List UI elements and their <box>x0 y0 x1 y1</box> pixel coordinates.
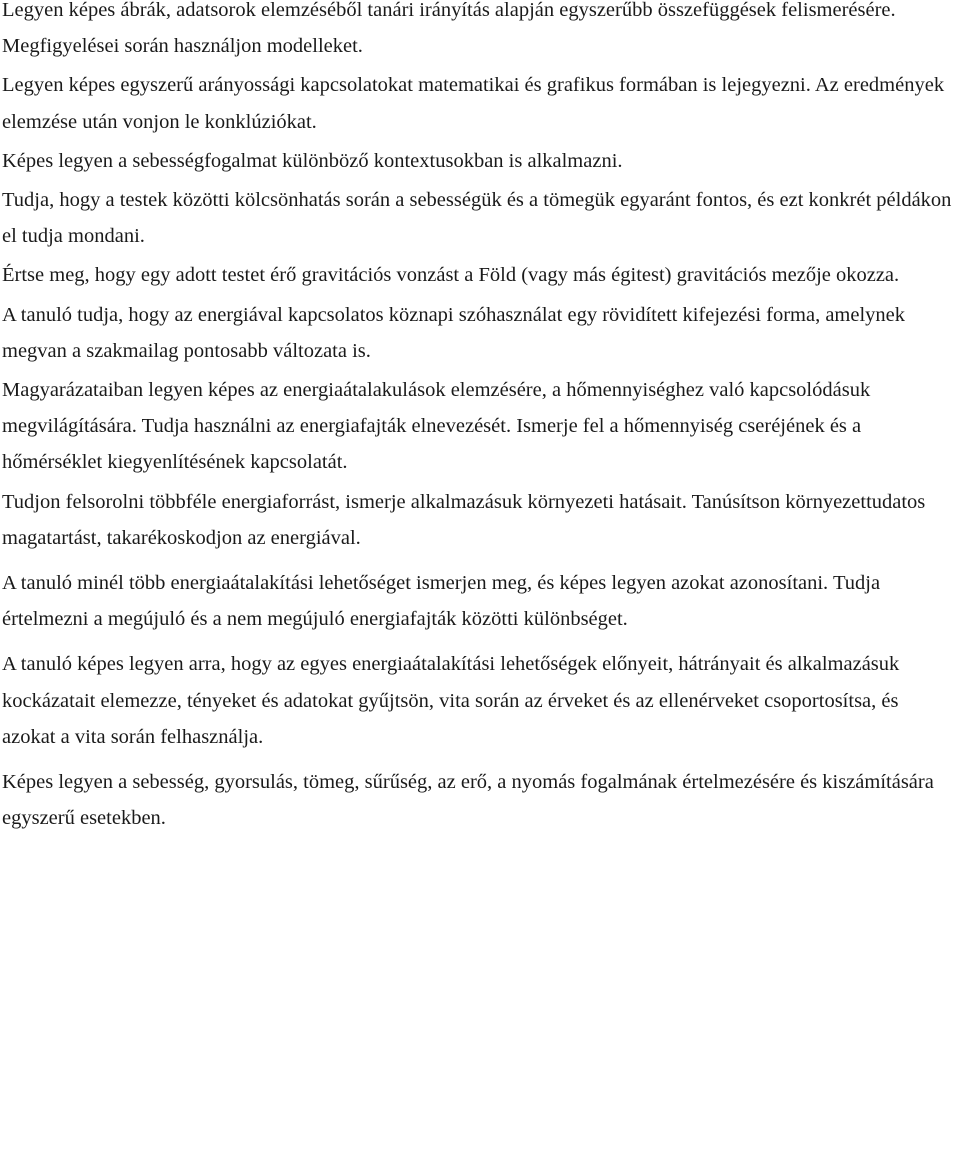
paragraph-8: Tudjon felsorolni többféle energiaforrást, ismerje alkalmazásuk környezeti hatásait. Tanúsítson környezettudatos magatartást, takarékoskodjon az energiával. <box>2 490 926 549</box>
paragraph-1: Legyen képes ábrák, adatsorok elemzéséből tanári irányítás alapján egyszerűbb összefüggések felismerésére. Megfigyelései során használjon modelleket. <box>2 0 896 58</box>
paragraph-11: Képes legyen a sebesség, gyorsulás, tömeg, sűrűség, az erő, a nyomás fogalmának értelmezésére és kiszámítására egyszerű esetekben. <box>2 771 934 830</box>
paragraph-2: Legyen képes egyszerű arányossági kapcsolatokat matematikai és grafikus formában is lejegyezni. Az eredmények elemzése után vonjon le konklúziókat. <box>2 74 945 133</box>
paragraph-10: A tanuló képes legyen arra, hogy az egyes energiaátalakítási lehetőségek előnyeit, hátrányait és alkalmazásuk kockázatait elemezze, tényeket és adatokat gyűjtsön, vita során az érveket és az ellenérveket csoportosítsa, és azokat a vita során felhasználja. <box>2 653 900 748</box>
paragraph-3: Képes legyen a sebességfogalmat különböző kontextusokban is alkalmazni. <box>2 149 623 172</box>
paragraph-9: A tanuló minél több energiaátalakítási lehetőséget ismerjen meg, és képes legyen azokat azonosítani. Tudja értelmezni a megújuló és a nem megújuló energiafajták közötti különbséget. <box>2 572 881 631</box>
paragraph-6: A tanuló tudja, hogy az energiával kapcsolatos köznapi szóhasználat egy rövidített kifejezési forma, amelynek megvan a szakmailag pontosabb változata is. <box>2 303 906 362</box>
paragraph-4: Tudja, hogy a testek közötti kölcsönhatás során a sebességük és a tömegük egyaránt fontos, és ezt konkrét példákon el tudja mondani. <box>2 189 952 248</box>
paragraph-7: Magyarázataiban legyen képes az energiaátalakulások elemzésére, a hőmennyiséghez való kapcsolódásuk megvilágítására. Tudja használni az energiafajták elnevezését. Ismerje fel a hőmennyiség cseréjének és a hőmérséklet kiegyenlítésének kapcsolatát. <box>2 379 871 474</box>
paragraph-5: Értse meg, hogy egy adott testet érő gravitációs vonzást a Föld (vagy más égitest) gravitációs mezője okozza. <box>2 264 900 287</box>
